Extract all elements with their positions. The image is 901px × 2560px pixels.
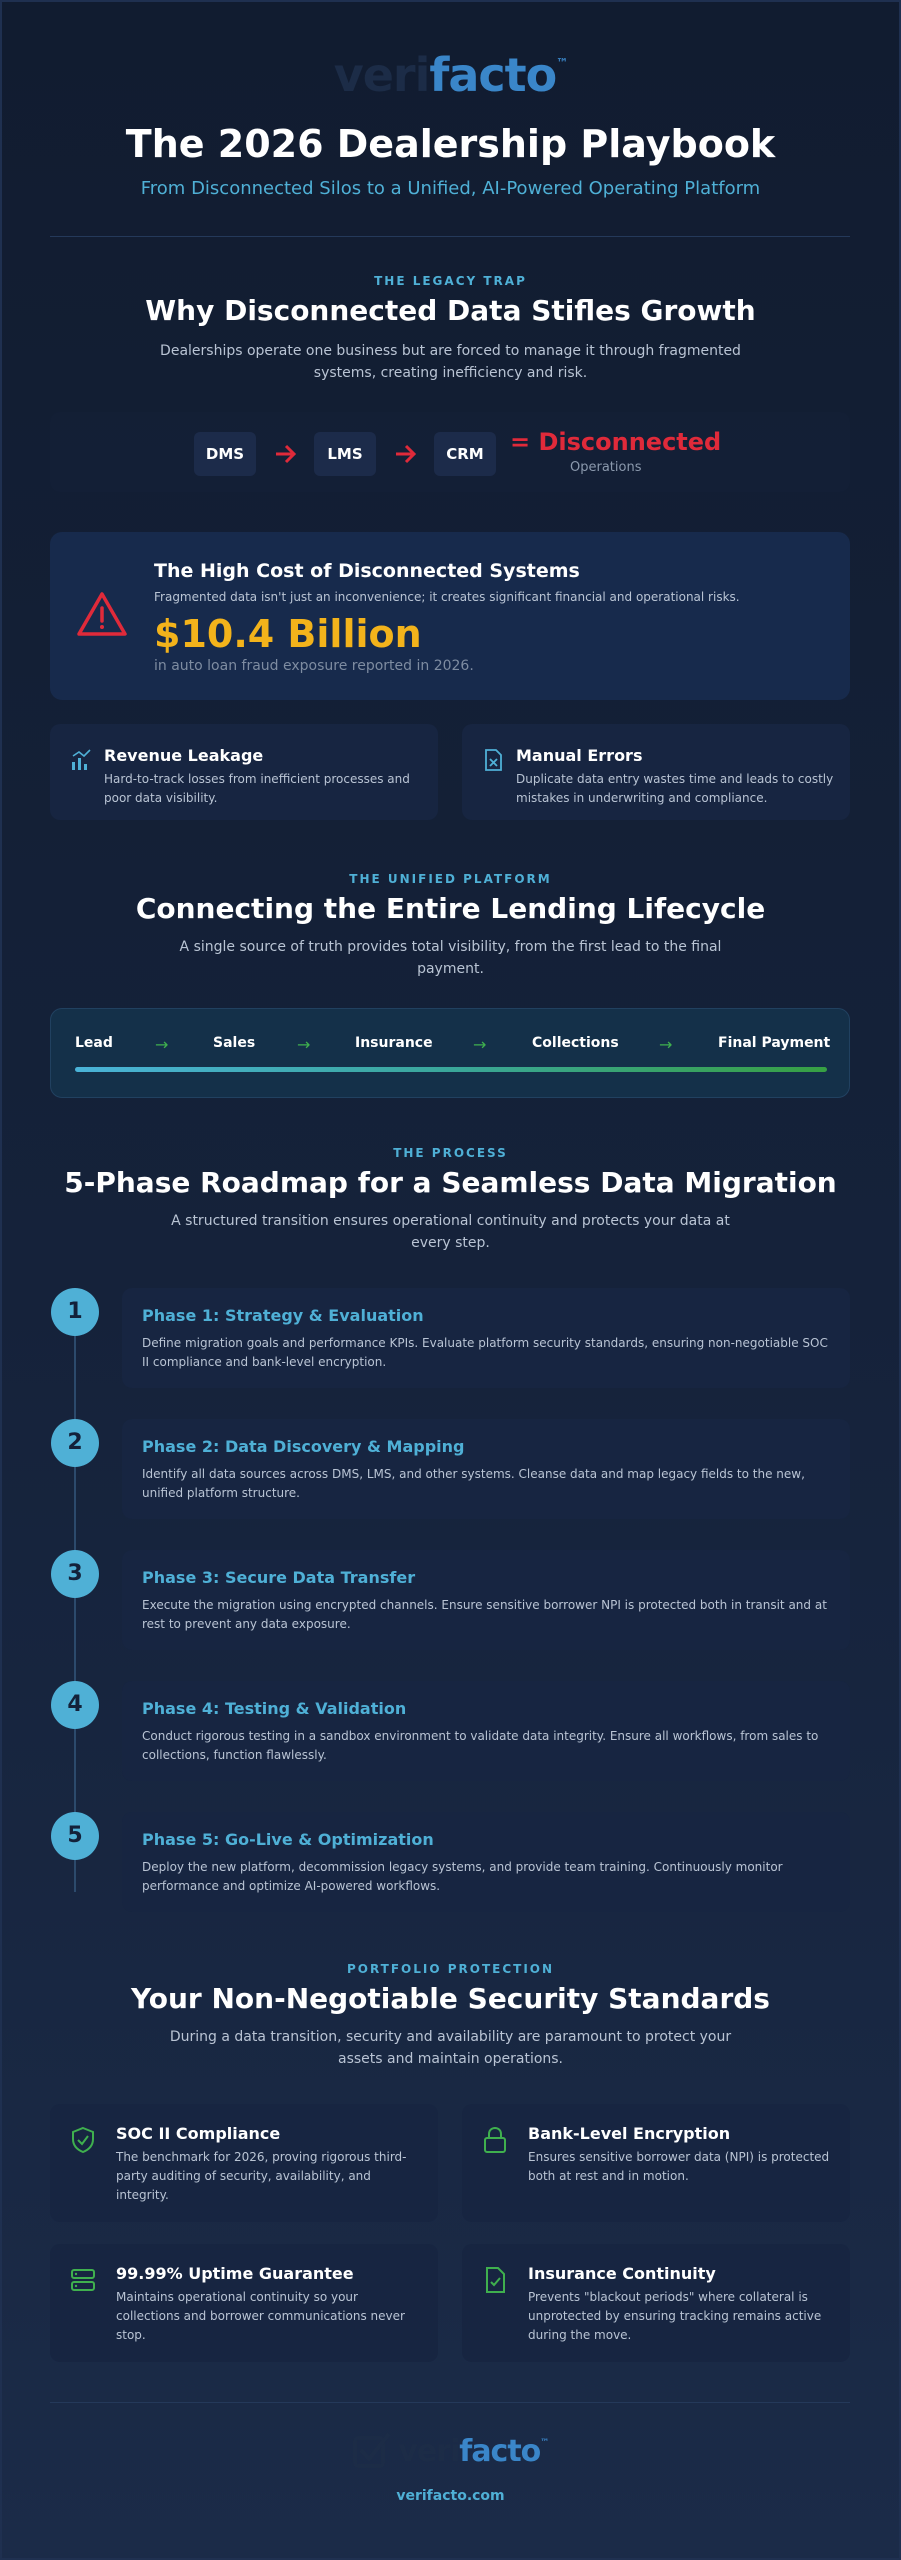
phase-description: Conduct rigorous testing in a sandbox environment to validate data integrity. Ensure all workflows, from sales to collections, function flawlessly. (142, 1729, 819, 1762)
issue-title: Manual Errors (516, 746, 643, 765)
phase-number: 3 (51, 1550, 99, 1598)
lifecycle-step: Lead (75, 1035, 113, 1051)
logo-wordmark: verifacto™ (333, 48, 568, 102)
lifecycle-progress-bar (75, 1067, 827, 1072)
phase-title: Phase 5: Go-Live & Optimization (142, 1830, 434, 1849)
disconnected-systems-diagram (50, 412, 850, 492)
page-title: The 2026 Dealership Playbook (125, 122, 776, 166)
system-lms: LMS (314, 432, 376, 476)
phase-card (122, 1288, 850, 1388)
arrow-right-icon (272, 440, 300, 468)
phase-number: 5 (51, 1812, 99, 1860)
phase-description: Identify all data sources across DMS, LMS, and other systems. Cleanse data and map legacy fields to the new, unified platform structure. (142, 1467, 805, 1500)
security-description: During a data transition, security and availability are paramount to protect your assets and maintain operations. (169, 2029, 732, 2067)
issue-description: Duplicate data entry wastes time and leads to costly mistakes in underwriting and compliance. (516, 772, 834, 805)
process-description: A structured transition ensures operational continuity and protects your data at every step. (171, 1213, 730, 1251)
phase-description: Execute the migration using encrypted channels. Ensure sensitive borrower NPI is protected both in transit and at rest to prevent any data exposure. (142, 1598, 827, 1631)
lifecycle-step: Insurance (355, 1035, 433, 1051)
footer-url-link[interactable]: verifacto.com (396, 2488, 505, 2504)
cost-title: The High Cost of Disconnected Systems (154, 560, 580, 582)
system-crm: CRM (434, 432, 496, 476)
phase-card (122, 1550, 850, 1650)
phase-description: Define migration goals and performance KPIs. Evaluate platform security standards, ensuring non-negotiable SOC II compliance and bank-level encryption. (142, 1336, 828, 1369)
cost-card (50, 532, 850, 700)
issue-card-errors (462, 724, 850, 820)
security-card-title: Bank-Level Encryption (528, 2124, 731, 2143)
system-dms: DMS (194, 432, 256, 476)
cost-description: Fragmented data isn't just an inconvenience; it creates significant financial and operational risks. (154, 590, 740, 604)
legacy-title: Why Disconnected Data Stifles Growth (145, 294, 756, 327)
phase-number: 1 (51, 1288, 99, 1336)
brand-logo[interactable] (0, 48, 901, 118)
issue-card-revenue (50, 724, 438, 820)
issue-description: Hard-to-track losses from inefficient processes and poor data visibility. (104, 772, 410, 805)
arrow-right-icon: → (297, 1035, 311, 1054)
phase-card (122, 1681, 850, 1781)
phase-number: 2 (51, 1419, 99, 1467)
unified-eyebrow: THE UNIFIED PLATFORM (349, 872, 552, 886)
footer-logo[interactable] (0, 2432, 901, 2480)
timeline-line (74, 1312, 76, 1892)
lifecycle-step: Sales (213, 1035, 256, 1051)
legacy-description: Dealerships operate one business but are forced to manage it through fragmented systems, creating inefficiency and risk. (160, 343, 741, 381)
cost-figure: $10.4 Billion (154, 612, 422, 656)
divider (50, 236, 850, 237)
security-card-title: SOC II Compliance (116, 2124, 281, 2143)
security-card-uptime (50, 2244, 438, 2362)
phase-number: 4 (51, 1681, 99, 1729)
process-title: 5-Phase Roadmap for a Seamless Data Migration (64, 1166, 837, 1199)
process-eyebrow: THE PROCESS (393, 1146, 508, 1160)
phase-card (122, 1419, 850, 1519)
arrow-right-icon (392, 440, 420, 468)
arrow-right-icon: → (659, 1035, 673, 1054)
security-card-title: 99.99% Uptime Guarantee (116, 2264, 354, 2283)
unified-description: A single source of truth provides total visibility, from the first lead to the final payment. (179, 939, 722, 977)
legacy-eyebrow: THE LEGACY TRAP (374, 274, 527, 288)
arrow-right-icon: → (155, 1035, 169, 1054)
arrow-right-icon: → (473, 1035, 487, 1054)
disconnected-label: = Disconnected (510, 428, 722, 456)
phase-title: Phase 2: Data Discovery & Mapping (142, 1437, 465, 1456)
cost-note: in auto loan fraud exposure reported in 2026. (154, 658, 474, 674)
shield-check-icon (70, 2126, 96, 2154)
page-subtitle: From Disconnected Silos to a Unified, AI-Powered Operating Platform (140, 178, 761, 199)
logo-wordmark: verifacto™ (398, 2433, 549, 2469)
phase-title: Phase 4: Testing & Validation (142, 1699, 407, 1718)
security-card-soc (50, 2104, 438, 2222)
divider (50, 2402, 850, 2403)
phase-title: Phase 3: Secure Data Transfer (142, 1568, 416, 1587)
lifecycle-step: Final Payment (718, 1035, 831, 1051)
document-check-icon (482, 2266, 508, 2294)
security-card-description: The benchmark for 2026, proving rigorous third-party auditing of security, availability, and integrity. (116, 2150, 407, 2202)
chart-down-icon (70, 748, 92, 772)
issue-title: Revenue Leakage (104, 746, 264, 765)
phase-description: Deploy the new platform, decommission legacy systems, and provide team training. Continuously monitor performance and optimize AI-powered workflows. (142, 1860, 783, 1893)
security-eyebrow: PORTFOLIO PROTECTION (346, 1962, 555, 1976)
security-card-description: Maintains operational continuity so your collections and borrower communications never stop. (116, 2290, 405, 2342)
security-card-encryption (462, 2104, 850, 2222)
phase-title: Phase 1: Strategy & Evaluation (142, 1306, 424, 1325)
security-card-description: Prevents "blackout periods" where collateral is unprotected by ensuring tracking remains active during the move. (528, 2290, 822, 2342)
unified-title: Connecting the Entire Lending Lifecycle (135, 892, 766, 925)
server-icon (70, 2266, 96, 2294)
security-card-insurance (462, 2244, 850, 2362)
warning-icon (76, 590, 128, 638)
disconnected-sublabel: Operations (570, 460, 642, 475)
security-title: Your Non-Negotiable Security Standards (131, 1982, 770, 2015)
document-error-icon (482, 748, 504, 772)
security-card-title: Insurance Continuity (528, 2264, 716, 2283)
checkbox-logo-icon (353, 2432, 393, 2470)
lifecycle-flow (50, 1008, 850, 1098)
lifecycle-step: Collections (532, 1035, 619, 1051)
lock-icon (482, 2126, 508, 2154)
phase-card (122, 1812, 850, 1912)
security-card-description: Ensures sensitive borrower data (NPI) is protected both at rest and in motion. (528, 2150, 830, 2183)
